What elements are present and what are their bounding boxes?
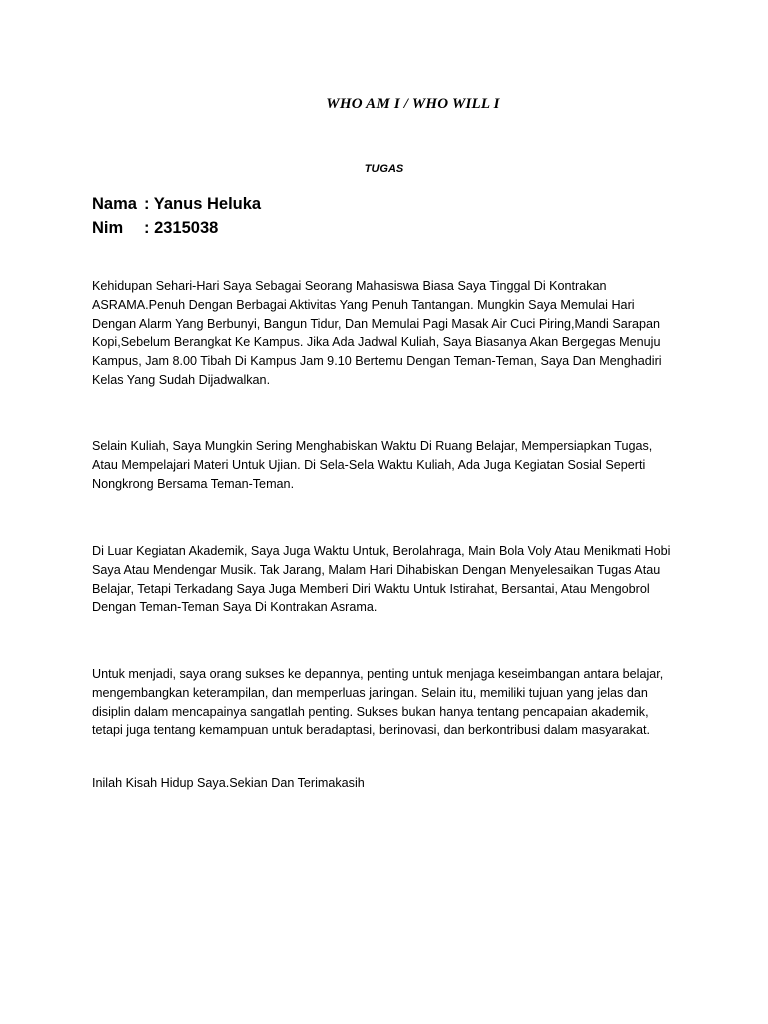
nim-value: : 2315038 [144,219,219,237]
document-subtitle: TUGAS [364,163,404,175]
student-identity [92,192,261,240]
paragraph-closing: Inilah Kisah Hidup Saya.Sekian Dan Terimakasih [92,776,365,790]
nim-row [92,216,261,240]
nim-label: Nim [92,219,124,237]
paragraph-study-activities: Selain Kuliah, Saya Mungkin Sering Menghabiskan Waktu Di Ruang Belajar, Mempersiapkan Tugas, Atau Mempelajari Materi Untuk Ujian. Di Sela-Sela Waktu Kuliah, Ada Juga Kegiatan Sosial Seperti Nongkrong Bersama Teman-Teman. [92,439,653,491]
paragraph-daily-life: Kehidupan Sehari-Hari Saya Sebagai Seorang Mahasiswa Biasa Saya Tinggal Di Kontrakan ASRAMA.Penuh Dengan Berbagai Aktivitas Yang Penuh Tantangan. Mungkin Saya Memulai Hari Dengan Alarm Yang Berbunyi, Bangun Tidur, Dan Memulai Pagi Masak Air Cuci Piring,Mandi Sarapan Kopi,Sebelum Berangkat Ke Kampus. Jika Ada Jadwal Kuliah, Saya Biasanya Akan Bergegas Menuju Kampus, Jam 8.00 Tibah Di Kampus Jam 9.10 Bertemu Dengan Teman-Teman, Saya Dan Menghadiri Kelas Yang Sudah Dijadwalkan. [92,279,662,387]
paragraph-future-goals: Untuk menjadi, saya orang sukses ke depannya, penting untuk menjaga keseimbangan antara belajar, mengembangkan keterampilan, dan memperluas jaringan. Selain itu, memiliki tujuan yang jelas dan disiplin dalam mencapainya sangatlah penting. Sukses bukan hanya tentang pencapaian akademik, tetapi juga tentang kemampuan untuk beradaptasi, berinovasi, dan berkontribusi dalam masyarakat. [92,667,664,738]
paragraph-hobbies: Di Luar Kegiatan Akademik, Saya Juga Waktu Untuk, Berolahraga, Main Bola Voly Atau Menikmati Hobi Saya Atau Mendengar Musik. Tak Jarang, Malam Hari Dihabiskan Dengan Menyelesaikan Tugas Atau Belajar, Tetapi Terkadang Saya Juga Memberi Diri Waktu Untuk Istirahat, Bersantai, Atau Mengobrol Dengan Teman-Teman Saya Di Kontrakan Asrama. [92,544,671,615]
name-value: : Yanus Heluka [144,195,262,213]
name-label: Nama [92,195,137,213]
document-title: WHO AM I / WHO WILL I [326,96,500,112]
name-row [92,192,261,216]
